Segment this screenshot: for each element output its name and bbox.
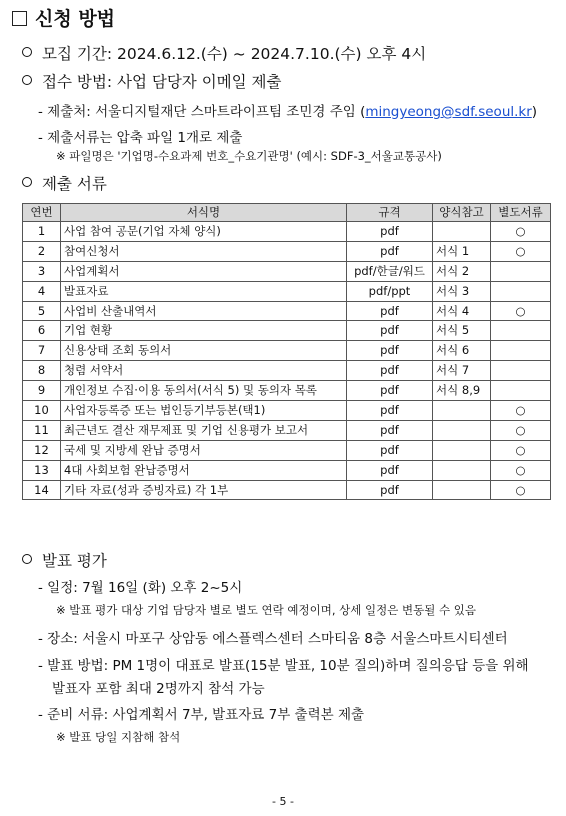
submit-to-line xyxy=(38,100,537,120)
row-form-ref: 서식 5 xyxy=(433,321,491,341)
filename-note: ※ 파일명은 '기업명-수요과제 번호_수요기관명' (예시: SDF-3_서울교통공사) xyxy=(56,149,442,163)
submit-to-close: ) xyxy=(531,104,538,120)
table-row xyxy=(23,420,551,440)
row-separate-mark: ○ xyxy=(491,460,551,480)
row-no: 12 xyxy=(23,440,61,460)
row-separate-mark: ○ xyxy=(491,420,551,440)
row-separate-mark xyxy=(491,321,551,341)
presentation-heading-text: 발표 평가 xyxy=(42,552,107,570)
row-doc-name: 4대 사회보험 완납증명서 xyxy=(61,460,347,480)
row-separate-mark: ○ xyxy=(491,401,551,421)
circle-bullet-icon xyxy=(22,75,32,85)
row-no: 2 xyxy=(23,241,61,261)
submit-method xyxy=(22,70,281,92)
table-row xyxy=(23,480,551,500)
row-spec: pdf/한글/워드 xyxy=(347,261,433,281)
row-no: 7 xyxy=(23,341,61,361)
row-separate-mark: ○ xyxy=(491,440,551,460)
col-header-separate: 별도서류 xyxy=(491,204,551,222)
row-doc-name: 사업자등록증 또는 법인등기부등본(택1) xyxy=(61,401,347,421)
row-form-ref: 서식 8,9 xyxy=(433,381,491,401)
presentation-heading xyxy=(22,549,107,571)
row-form-ref xyxy=(433,420,491,440)
prep-note: ※ 발표 당일 지참해 참석 xyxy=(56,730,181,744)
col-header-spec: 규격 xyxy=(347,204,433,222)
row-separate-mark: ○ xyxy=(491,241,551,261)
table-row xyxy=(23,460,551,480)
row-separate-mark: ○ xyxy=(491,480,551,500)
table-row xyxy=(23,361,551,381)
table-row xyxy=(23,401,551,421)
table-row xyxy=(23,281,551,301)
row-no: 3 xyxy=(23,261,61,281)
row-doc-name: 발표자료 xyxy=(61,281,347,301)
row-doc-name: 개인정보 수집·이용 동의서(서식 5) 및 동의자 목록 xyxy=(61,381,347,401)
table-row xyxy=(23,222,551,242)
row-separate-mark: ○ xyxy=(491,222,551,242)
row-spec: pdf xyxy=(347,321,433,341)
table-row xyxy=(23,440,551,460)
documents-table xyxy=(22,203,551,500)
row-form-ref xyxy=(433,440,491,460)
email-link[interactable]: mingyeong@sdf.seoul.kr xyxy=(365,104,532,120)
row-doc-name: 기타 자료(성과 증빙자료) 각 1부 xyxy=(61,480,347,500)
row-separate-mark xyxy=(491,261,551,281)
row-separate-mark xyxy=(491,381,551,401)
row-spec: pdf xyxy=(347,222,433,242)
compress-note: - 제출서류는 압축 파일 1개로 제출 xyxy=(38,130,243,146)
submit-to-label: - 제출처: 서울디지털재단 스마트라이프팀 조민경 주임 ( xyxy=(38,104,366,120)
row-separate-mark xyxy=(491,361,551,381)
row-form-ref: 서식 1 xyxy=(433,241,491,261)
row-doc-name: 국세 및 지방세 완납 증명서 xyxy=(61,440,347,460)
venue-line: - 장소: 서울시 마포구 상암동 에스플렉스센터 스마티움 8층 서울스마트시티센터 xyxy=(38,631,508,647)
row-no: 4 xyxy=(23,281,61,301)
col-header-name: 서식명 xyxy=(61,204,347,222)
table-row xyxy=(23,341,551,361)
table-row xyxy=(23,381,551,401)
prep-docs-line: - 준비 서류: 사업계획서 7부, 발표자료 7부 출력본 제출 xyxy=(38,707,365,723)
row-form-ref: 서식 2 xyxy=(433,261,491,281)
row-form-ref: 서식 7 xyxy=(433,361,491,381)
circle-bullet-icon xyxy=(22,47,32,57)
circle-bullet-icon xyxy=(22,177,32,187)
row-spec: pdf xyxy=(347,460,433,480)
row-form-ref: 서식 6 xyxy=(433,341,491,361)
row-doc-name: 사업비 산출내역서 xyxy=(61,301,347,321)
row-spec: pdf xyxy=(347,361,433,381)
row-form-ref xyxy=(433,460,491,480)
row-form-ref: 서식 4 xyxy=(433,301,491,321)
section-heading-text: 신청 방법 xyxy=(35,8,116,30)
col-header-form: 양식참고 xyxy=(433,204,491,222)
table-row xyxy=(23,301,551,321)
row-no: 8 xyxy=(23,361,61,381)
row-spec: pdf xyxy=(347,341,433,361)
row-no: 6 xyxy=(23,321,61,341)
docs-heading xyxy=(22,172,107,194)
row-doc-name: 최근년도 결산 재무제표 및 기업 신용평가 보고서 xyxy=(61,420,347,440)
table-row xyxy=(23,241,551,261)
recruit-period xyxy=(22,42,426,64)
row-no: 13 xyxy=(23,460,61,480)
docs-heading-text: 제출 서류 xyxy=(42,175,107,193)
row-doc-name: 사업 참여 공문(기업 자체 양식) xyxy=(61,222,347,242)
row-no: 9 xyxy=(23,381,61,401)
row-spec: pdf xyxy=(347,301,433,321)
row-no: 1 xyxy=(23,222,61,242)
checkbox-square-icon xyxy=(12,11,27,26)
table-row xyxy=(23,261,551,281)
row-doc-name: 기업 현황 xyxy=(61,321,347,341)
row-spec: pdf xyxy=(347,420,433,440)
row-no: 10 xyxy=(23,401,61,421)
row-no: 5 xyxy=(23,301,61,321)
circle-bullet-icon xyxy=(22,554,32,564)
schedule-line: - 일정: 7월 16일 (화) 오후 2~5시 xyxy=(38,580,243,596)
row-no: 11 xyxy=(23,420,61,440)
section-heading xyxy=(12,4,115,31)
row-doc-name: 청렴 서약서 xyxy=(61,361,347,381)
submit-method-text: 접수 방법: 사업 담당자 이메일 제출 xyxy=(42,73,282,91)
row-spec: pdf xyxy=(347,381,433,401)
table-header-row xyxy=(23,204,551,222)
row-form-ref xyxy=(433,480,491,500)
row-spec: pdf/ppt xyxy=(347,281,433,301)
row-doc-name: 사업계획서 xyxy=(61,261,347,281)
col-header-no: 연번 xyxy=(23,204,61,222)
method-line-1: - 발표 방법: PM 1명이 대표로 발표(15분 발표, 10분 질의)하며 질의응답 등을 위해 xyxy=(38,658,529,674)
row-separate-mark: ○ xyxy=(491,301,551,321)
row-doc-name: 신용상태 조회 동의서 xyxy=(61,341,347,361)
row-no: 14 xyxy=(23,480,61,500)
row-spec: pdf xyxy=(347,241,433,261)
row-spec: pdf xyxy=(347,401,433,421)
method-line-2: 발표자 포함 최대 2명까지 참석 가능 xyxy=(52,681,265,697)
row-doc-name: 참여신청서 xyxy=(61,241,347,261)
table-row xyxy=(23,321,551,341)
row-separate-mark xyxy=(491,341,551,361)
row-spec: pdf xyxy=(347,480,433,500)
recruit-period-text: 모집 기간: 2024.6.12.(수) ~ 2024.7.10.(수) 오후 4시 xyxy=(42,45,427,63)
row-spec: pdf xyxy=(347,440,433,460)
row-form-ref xyxy=(433,222,491,242)
row-form-ref xyxy=(433,401,491,421)
page-number: - 5 - xyxy=(272,795,294,808)
row-separate-mark xyxy=(491,281,551,301)
row-form-ref: 서식 3 xyxy=(433,281,491,301)
schedule-note: ※ 발표 평가 대상 기업 담당자 별로 별도 연락 예정이며, 상세 일정은 변동될 수 있음 xyxy=(56,603,476,617)
